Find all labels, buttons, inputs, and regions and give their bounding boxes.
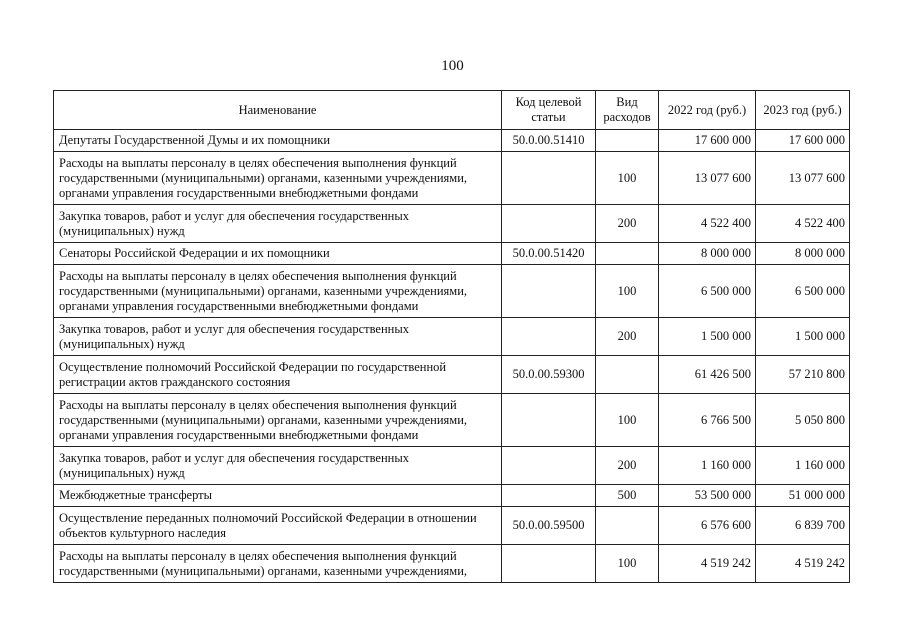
row-type bbox=[596, 243, 659, 265]
table-row bbox=[54, 152, 850, 205]
row-2023: 4 519 242 bbox=[756, 545, 850, 583]
row-2022: 53 500 000 bbox=[659, 485, 756, 507]
row-type: 100 bbox=[596, 394, 659, 447]
row-type: 100 bbox=[596, 545, 659, 583]
row-2022: 4 519 242 bbox=[659, 545, 756, 583]
row-code bbox=[502, 152, 596, 205]
table-row bbox=[54, 447, 850, 485]
row-name: Межбюджетные трансферты bbox=[54, 485, 502, 507]
table-row bbox=[54, 545, 850, 583]
row-2023: 6 839 700 bbox=[756, 507, 850, 545]
row-2022: 13 077 600 bbox=[659, 152, 756, 205]
row-code bbox=[502, 318, 596, 356]
row-code: 50.0.00.59500 bbox=[502, 507, 596, 545]
table-row bbox=[54, 485, 850, 507]
row-name: Расходы на выплаты персоналу в целях обеспечения выполнения функций государственными (муниципальными) органами, казенными учреждениями, bbox=[54, 545, 502, 583]
row-type: 200 bbox=[596, 318, 659, 356]
row-type: 100 bbox=[596, 152, 659, 205]
row-code: 50.0.00.59300 bbox=[502, 356, 596, 394]
row-type bbox=[596, 130, 659, 152]
table-row bbox=[54, 318, 850, 356]
row-name: Сенаторы Российской Федерации и их помощники bbox=[54, 243, 502, 265]
row-code: 50.0.00.51420 bbox=[502, 243, 596, 265]
row-2022: 4 522 400 bbox=[659, 205, 756, 243]
row-2022: 1 500 000 bbox=[659, 318, 756, 356]
row-2023: 6 500 000 bbox=[756, 265, 850, 318]
row-code bbox=[502, 205, 596, 243]
row-2022: 8 000 000 bbox=[659, 243, 756, 265]
table-row bbox=[54, 356, 850, 394]
row-2022: 6 500 000 bbox=[659, 265, 756, 318]
header-row bbox=[54, 91, 850, 130]
row-2022: 1 160 000 bbox=[659, 447, 756, 485]
row-2023: 4 522 400 bbox=[756, 205, 850, 243]
row-type bbox=[596, 507, 659, 545]
row-name: Закупка товаров, работ и услуг для обеспечения государственных (муниципальных) нужд bbox=[54, 318, 502, 356]
row-code bbox=[502, 545, 596, 583]
row-type bbox=[596, 356, 659, 394]
table-row bbox=[54, 205, 850, 243]
row-name: Закупка товаров, работ и услуг для обеспечения государственных (муниципальных) нужд bbox=[54, 205, 502, 243]
header-2022: 2022 год (руб.) bbox=[659, 91, 756, 130]
row-2022: 17 600 000 bbox=[659, 130, 756, 152]
table-row bbox=[54, 265, 850, 318]
row-2022: 6 766 500 bbox=[659, 394, 756, 447]
page-number: 100 bbox=[441, 58, 464, 74]
budget-table bbox=[53, 90, 850, 583]
row-type: 200 bbox=[596, 205, 659, 243]
header-type: Вид расходов bbox=[596, 91, 659, 130]
row-name: Осуществление переданных полномочий Российской Федерации в отношении объектов культурного наследия bbox=[54, 507, 502, 545]
row-code bbox=[502, 265, 596, 318]
row-code bbox=[502, 485, 596, 507]
row-type: 200 bbox=[596, 447, 659, 485]
row-2023: 8 000 000 bbox=[756, 243, 850, 265]
row-2023: 5 050 800 bbox=[756, 394, 850, 447]
row-2023: 1 500 000 bbox=[756, 318, 850, 356]
row-type: 100 bbox=[596, 265, 659, 318]
row-type: 500 bbox=[596, 485, 659, 507]
row-2022: 61 426 500 bbox=[659, 356, 756, 394]
row-name: Закупка товаров, работ и услуг для обеспечения государственных (муниципальных) нужд bbox=[54, 447, 502, 485]
table-row bbox=[54, 507, 850, 545]
row-name: Расходы на выплаты персоналу в целях обеспечения выполнения функций государственными (муниципальными) органами, казенными учреждениями, органами управления государственными внебюджетными фондами bbox=[54, 265, 502, 318]
row-name: Депутаты Государственной Думы и их помощники bbox=[54, 130, 502, 152]
row-2023: 17 600 000 bbox=[756, 130, 850, 152]
row-2022: 6 576 600 bbox=[659, 507, 756, 545]
row-code bbox=[502, 394, 596, 447]
header-name: Наименование bbox=[54, 91, 502, 130]
row-2023: 1 160 000 bbox=[756, 447, 850, 485]
row-name: Расходы на выплаты персоналу в целях обеспечения выполнения функций государственными (муниципальными) органами, казенными учреждениями, органами управления государственными внебюджетными фондами bbox=[54, 394, 502, 447]
header-2023: 2023 год (руб.) bbox=[756, 91, 850, 130]
row-code bbox=[502, 447, 596, 485]
row-2023: 51 000 000 bbox=[756, 485, 850, 507]
table-row bbox=[54, 394, 850, 447]
row-2023: 57 210 800 bbox=[756, 356, 850, 394]
row-code: 50.0.00.51410 bbox=[502, 130, 596, 152]
table-row bbox=[54, 130, 850, 152]
header-code: Код целевой статьи bbox=[502, 91, 596, 130]
row-name: Осуществление полномочий Российской Федерации по государственной регистрации актов гражданского состояния bbox=[54, 356, 502, 394]
table-row bbox=[54, 243, 850, 265]
row-2023: 13 077 600 bbox=[756, 152, 850, 205]
row-name: Расходы на выплаты персоналу в целях обеспечения выполнения функций государственными (муниципальными) органами, казенными учреждениями, органами управления государственными внебюджетными фондами bbox=[54, 152, 502, 205]
